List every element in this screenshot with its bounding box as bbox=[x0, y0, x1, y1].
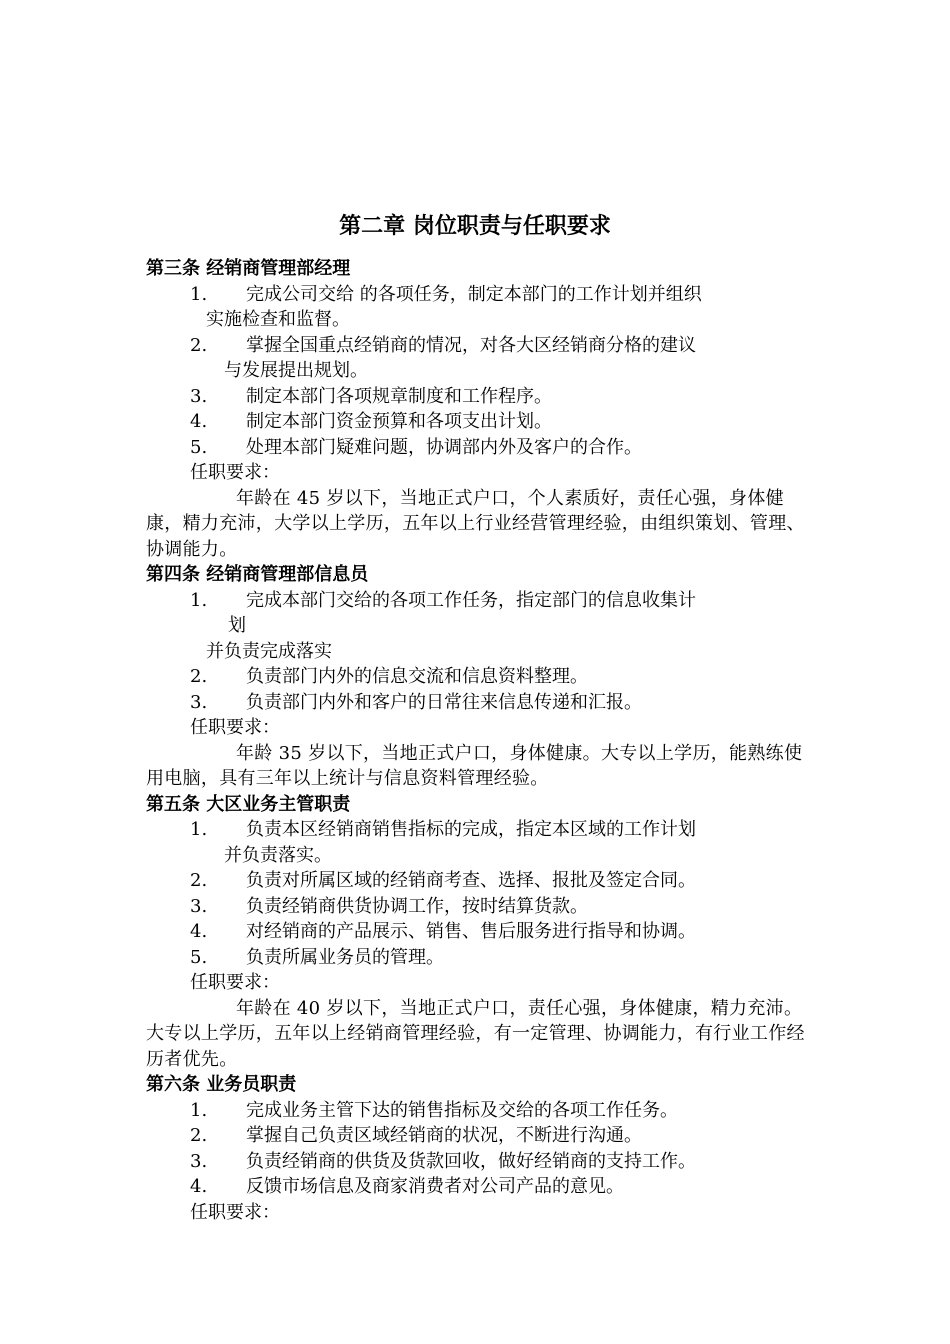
item-number: 3. bbox=[190, 895, 208, 917]
item-text: 负责本区经销商销售指标的完成，指定本区域的工作计划 bbox=[246, 819, 696, 840]
item-number: 2. bbox=[190, 1125, 208, 1146]
item-number: 5. bbox=[190, 946, 208, 968]
requirements-text: 年龄 35 岁以下，当地正式户口，身体健康。大专以上学历，能熟练使用电脑，具有三年以上统计与信息资料管理经验。 bbox=[146, 742, 803, 789]
item-text: 负责经销商的供货及货款回收，做好经销商的支持工作。 bbox=[246, 1150, 696, 1172]
list-item bbox=[146, 664, 810, 690]
item-text: 制定本部门资金预算和各项支出计划。 bbox=[246, 411, 552, 432]
list-item bbox=[146, 1098, 810, 1124]
article-heading: 第三条 经销商管理部经理 bbox=[146, 258, 351, 279]
item-text: 负责对所属区域的经销商考查、选择、报批及签定合同。 bbox=[246, 870, 696, 891]
item-text: 负责部门内外和客户的日常往来信息传递和汇报。 bbox=[246, 691, 642, 713]
item-number: 1. bbox=[190, 283, 208, 305]
list-item bbox=[146, 690, 810, 716]
item-text: 负责所属业务员的管理。 bbox=[246, 946, 444, 968]
requirements-label: 任职要求： bbox=[190, 1201, 280, 1223]
item-text: 掌握全国重点经销商的情况，对各大区经销商分格的建议 bbox=[246, 334, 696, 356]
item-text-continued: 并负责落实。 bbox=[224, 844, 332, 866]
requirements-label: 任职要求： bbox=[190, 717, 280, 738]
list-item bbox=[146, 1123, 810, 1149]
article-heading: 第五条 大区业务主管职责 bbox=[146, 793, 351, 815]
item-text-continued: 与发展提出规划。 bbox=[224, 360, 368, 381]
list-item bbox=[146, 588, 810, 639]
item-number: 3. bbox=[190, 691, 208, 713]
item-number: 3. bbox=[190, 385, 208, 407]
requirements-label: 任职要求： bbox=[190, 972, 280, 993]
item-number: 1. bbox=[190, 819, 208, 840]
item-number: 2. bbox=[190, 334, 208, 356]
item-text-continued: 划 bbox=[228, 615, 246, 636]
item-number: 5. bbox=[190, 436, 208, 458]
list-item bbox=[146, 333, 810, 384]
item-text: 对经销商的产品展示、销售、售后服务进行指导和协调。 bbox=[246, 921, 696, 942]
list-item bbox=[146, 945, 810, 971]
item-number: 2. bbox=[190, 870, 208, 891]
article-heading: 第六条 业务员职责 bbox=[146, 1074, 297, 1095]
article-6 bbox=[146, 1072, 810, 1225]
document-body bbox=[146, 256, 810, 1225]
item-text: 完成公司交给 的各项任务，制定本部门的工作计划并组织 bbox=[246, 283, 702, 305]
item-number: 2. bbox=[190, 666, 208, 687]
item-text: 负责经销商供货协调工作，按时结算货款。 bbox=[246, 895, 588, 917]
list-item bbox=[146, 282, 810, 333]
item-text-continued: 实施检查和监督。 bbox=[206, 309, 350, 330]
item-text: 负责部门内外的信息交流和信息资料整理。 bbox=[246, 666, 588, 687]
item-number: 3. bbox=[190, 1150, 208, 1172]
item-text: 反馈市场信息及商家消费者对公司产品的意见。 bbox=[246, 1176, 624, 1197]
requirements-text: 年龄在 40 岁以下，当地正式户口，责任心强，身体健康，精力充沛。大专以上学历，五年以上经销商管理经验，有一定管理、协调能力，有行业工作经历者优先。 bbox=[146, 997, 805, 1070]
list-item bbox=[146, 384, 810, 410]
item-text: 处理本部门疑难问题，协调部内外及客户的合作。 bbox=[246, 436, 642, 458]
item-text: 完成本部门交给的各项工作任务，指定部门的信息收集计 bbox=[246, 589, 696, 611]
list-item bbox=[146, 817, 810, 868]
article-5 bbox=[146, 792, 810, 1073]
article-3 bbox=[146, 256, 810, 562]
article-4 bbox=[146, 562, 810, 792]
list-item bbox=[146, 894, 810, 920]
item-text-extra: 并负责完成落实 bbox=[206, 640, 332, 662]
item-number: 1. bbox=[190, 589, 208, 611]
requirements-text: 年龄在 45 岁以下，当地正式户口，个人素质好，责任心强，身体健康，精力充沛，大学以上学历，五年以上行业经营管理经验，由组织策划、管理、协调能力。 bbox=[146, 487, 805, 560]
requirements-label: 任职要求： bbox=[190, 462, 280, 483]
item-number: 4. bbox=[190, 411, 208, 432]
item-number: 4. bbox=[190, 1176, 208, 1197]
list-item bbox=[146, 868, 810, 894]
item-text: 掌握自己负责区域经销商的状况，不断进行沟通。 bbox=[246, 1125, 642, 1146]
list-item bbox=[146, 1149, 810, 1175]
item-number: 4. bbox=[190, 921, 208, 942]
list-item bbox=[146, 1174, 810, 1200]
item-number: 1. bbox=[190, 1099, 208, 1121]
item-text: 完成业务主管下达的销售指标及交给的各项工作任务。 bbox=[246, 1099, 678, 1121]
list-item bbox=[146, 435, 810, 461]
article-heading: 第四条 经销商管理部信息员 bbox=[146, 564, 369, 585]
list-item bbox=[146, 919, 810, 945]
item-text: 制定本部门各项规章制度和工作程序。 bbox=[246, 385, 552, 407]
chapter-title: 第二章 岗位职责与任职要求 bbox=[339, 214, 611, 239]
list-item bbox=[146, 409, 810, 435]
